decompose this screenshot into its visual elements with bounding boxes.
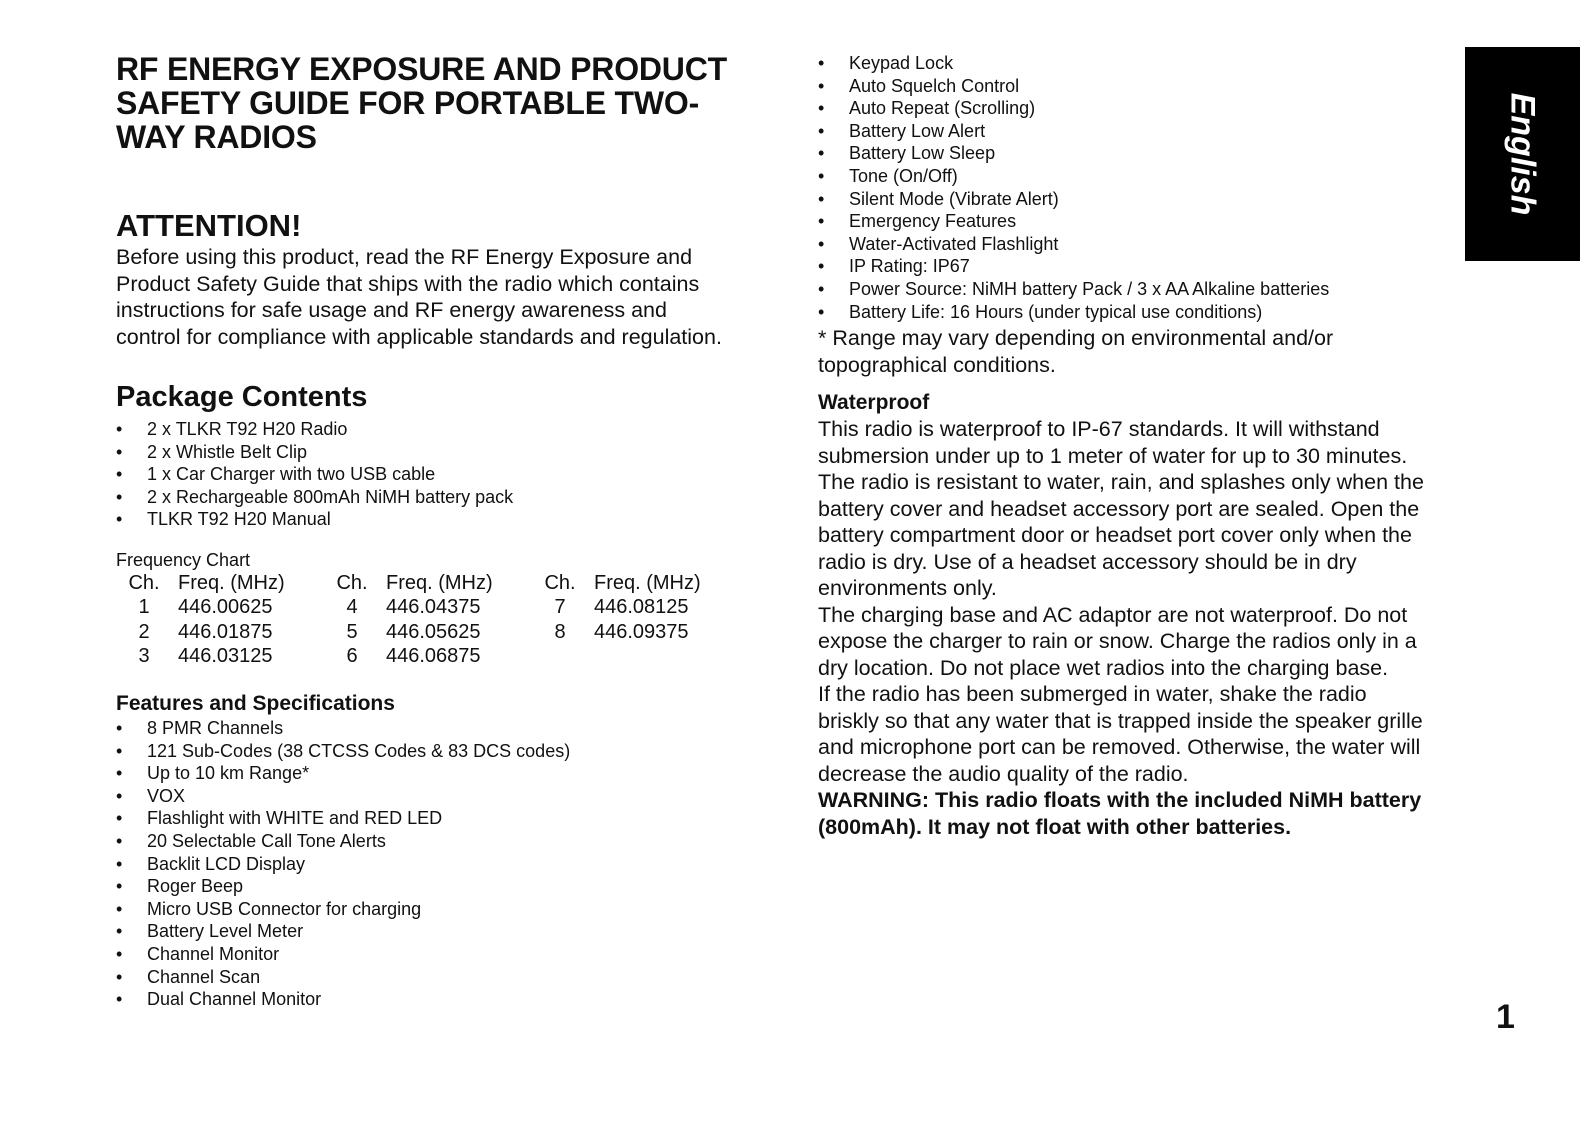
table-row (116, 644, 740, 669)
channel-cell: 5 (346, 620, 358, 643)
list-item: • Auto Squelch Control (818, 75, 1458, 98)
list-item: • 2 x TLKR T92 H20 Radio (116, 418, 776, 441)
channel-cell: 7 (554, 596, 566, 619)
list-item: • Channel Monitor (116, 943, 776, 966)
list-item: • Channel Scan (116, 966, 776, 989)
features-list (116, 717, 776, 1011)
list-item: • Flashlight with WHITE and RED LED (116, 807, 776, 830)
channel-cell: 8 (554, 620, 566, 643)
frequency-cell: 446.04375 (386, 596, 481, 619)
waterproof-line: submersion under up to 1 meter of water for up to 30 minutes. (818, 443, 1408, 468)
list-item: • Battery Life: 16 Hours (under typical use conditions) (818, 301, 1458, 324)
page-number: 1 (1496, 998, 1515, 1036)
waterproof-line: This radio is waterproof to IP-67 standards. It will withstand (818, 417, 1380, 442)
column-header: Ch. (544, 571, 576, 594)
table-row (116, 620, 740, 645)
footnote-line: * Range may vary depending on environmental and/or (818, 326, 1334, 351)
column-header: Freq. (MHz) (178, 571, 285, 594)
waterproof-heading: Waterproof (818, 391, 930, 415)
channel-cell: 4 (346, 596, 358, 619)
features-list-continued (818, 52, 1458, 323)
column-header: Ch. (336, 571, 368, 594)
list-item: • Micro USB Connector for charging (116, 898, 776, 921)
frequency-chart-label: Frequency Chart (116, 549, 251, 570)
language-tab (1465, 47, 1580, 261)
attention-line: instructions for safe usage and RF energy awareness and (116, 298, 667, 322)
package-contents-heading: Package Contents (116, 381, 368, 413)
list-item: • 2 x Whistle Belt Clip (116, 441, 776, 464)
attention-line: Product Safety Guide that ships with the radio which contains (116, 271, 700, 296)
list-item: • Battery Low Sleep (818, 142, 1458, 165)
frequency-cell: 446.05625 (386, 620, 481, 643)
frequency-cell: 446.08125 (594, 596, 689, 619)
features-heading: Features and Specifications (116, 691, 395, 715)
frequency-cell (580, 644, 740, 669)
frequency-cell: 446.09375 (594, 620, 689, 643)
table-row (116, 595, 740, 620)
waterproof-line: The charging base and AC adaptor are not waterproof. Do not (818, 602, 1408, 627)
list-item: • Backlit LCD Display (116, 853, 776, 876)
frequency-table (116, 571, 740, 669)
list-item: • Battery Low Alert (818, 120, 1458, 143)
attention-paragraph (116, 244, 776, 350)
attention-line: control for compliance with applicable standards and regulation. (116, 324, 722, 349)
list-item: • IP Rating: IP67 (818, 255, 1458, 278)
list-item: • Roger Beep (116, 875, 776, 898)
left-column (116, 52, 776, 1011)
waterproof-line: battery cover and headset accessory port are sealed. Open the (818, 496, 1420, 521)
frequency-cell: 446.03125 (178, 645, 273, 668)
channel-cell: 2 (138, 620, 150, 643)
title-line: RF ENERGY EXPOSURE AND PRODUCT (116, 51, 727, 87)
range-footnote (818, 325, 1458, 378)
column-header: Freq. (MHz) (594, 571, 701, 594)
waterproof-line: briskly so that any water that is trapped inside the speaker grille (818, 708, 1423, 733)
waterproof-line: The radio is resistant to water, rain, and splashes only when the (818, 470, 1424, 495)
list-item: • Battery Level Meter (116, 920, 776, 943)
waterproof-line: dry location. Do not place wet radios into the charging base. (818, 655, 1389, 680)
list-item: • Tone (On/Off) (818, 165, 1458, 188)
list-item: • Dual Channel Monitor (116, 988, 776, 1011)
waterproof-line: environments only. (818, 576, 997, 601)
frequency-cell: 446.00625 (178, 596, 273, 619)
waterproof-paragraph (818, 416, 1458, 840)
waterproof-line: radio is dry. Use of a headset accessory should be in dry (818, 549, 1357, 574)
attention-line: Before using this product, read the RF Energy Exposure and (116, 245, 693, 269)
column-header: Freq. (MHz) (386, 571, 493, 594)
channel-cell: 3 (138, 645, 150, 668)
attention-heading: ATTENTION! (116, 208, 302, 243)
list-item: • 20 Selectable Call Tone Alerts (116, 830, 776, 853)
table-header-row (116, 571, 740, 596)
list-item: • Keypad Lock (818, 52, 1458, 75)
list-item: • Power Source: NiMH battery Pack / 3 x AA Alkaline batteries (818, 278, 1458, 301)
list-item: • TLKR T92 H20 Manual (116, 508, 776, 531)
list-item: • 8 PMR Channels (116, 717, 776, 740)
list-item: • 1 x Car Charger with two USB cable (116, 463, 776, 486)
waterproof-line: battery compartment door or headset port cover only when the (818, 523, 1412, 548)
waterproof-line: and microphone port can be removed. Otherwise, the water will (818, 735, 1421, 760)
channel-cell: 1 (138, 596, 150, 619)
frequency-cell: 446.01875 (178, 620, 273, 643)
list-item: • 121 Sub-Codes (38 CTCSS Codes & 83 DCS codes) (116, 740, 776, 763)
list-item: • 2 x Rechargeable 800mAh NiMH battery pack (116, 486, 776, 509)
list-item: • Silent Mode (Vibrate Alert) (818, 188, 1458, 211)
package-contents-list (116, 418, 776, 531)
title-line: WAY RADIOS (116, 119, 317, 155)
waterproof-line: expose the charger to rain or snow. Charge the radios only in a (818, 629, 1417, 654)
waterproof-line: If the radio has been submerged in water, shake the radio (818, 682, 1367, 707)
list-item: • VOX (116, 785, 776, 808)
title-line: SAFETY GUIDE FOR PORTABLE TWO- (116, 85, 700, 121)
channel-cell (532, 644, 580, 669)
list-item: • Auto Repeat (Scrolling) (818, 97, 1458, 120)
page-title (116, 52, 776, 154)
footnote-line: topographical conditions. (818, 352, 1056, 377)
list-item: • Water-Activated Flashlight (818, 233, 1458, 256)
frequency-cell: 446.06875 (386, 645, 481, 668)
language-tab-label: English (1503, 92, 1542, 216)
list-item: • Up to 10 km Range* (116, 762, 776, 785)
waterproof-line: decrease the audio quality of the radio. (818, 761, 1189, 786)
column-header: Ch. (128, 571, 160, 594)
list-item: • Emergency Features (818, 210, 1458, 233)
frequency-chart (116, 549, 776, 669)
channel-cell: 6 (346, 645, 358, 668)
warning-line: WARNING: This radio floats with the included NiMH battery (818, 788, 1422, 813)
right-column (818, 52, 1458, 840)
warning-line: (800mAh). It may not float with other batteries. (818, 814, 1292, 839)
